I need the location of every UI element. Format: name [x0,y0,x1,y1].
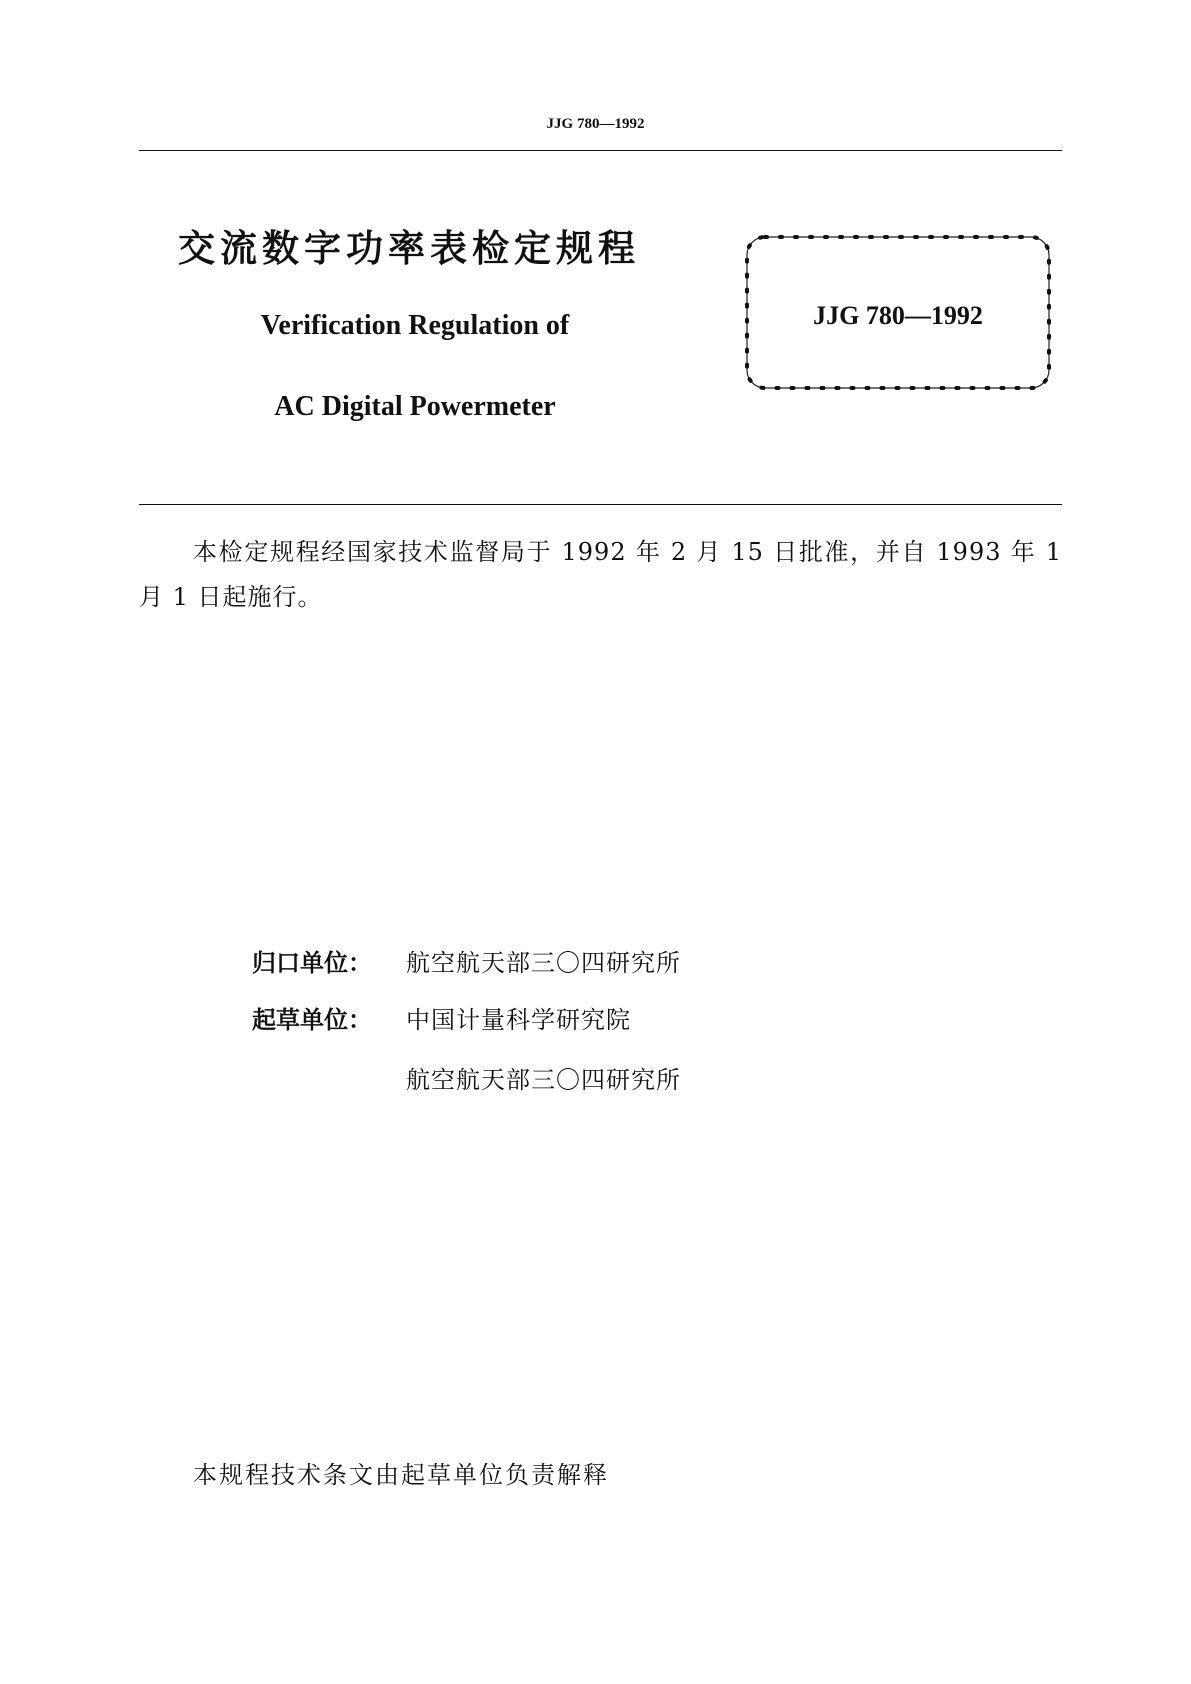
drafting-unit-label: 起草单位： [252,1006,372,1034]
standard-code: JJG 780—1992 [813,301,983,330]
responsible-unit-value: 航空航天部三〇四研究所 [406,949,681,977]
running-head: JJG 780—1992 [546,116,645,132]
approval-paragraph: 本检定规程经国家技术监督局于 1992 年 2 月 15 日批准，并自 1993 年 1 月 1 日起施行。 [139,538,1062,611]
drafting-unit-value-1: 中国计量科学研究院 [406,1006,631,1034]
english-title-line1: Verification Regulation of [260,310,570,341]
interpretation-note: 本规程技术条文由起草单位负责解释 [193,1461,609,1489]
drafting-unit-value-2: 航空航天部三〇四研究所 [406,1066,681,1094]
middle-rule [139,504,1062,505]
english-title-line2: AC Digital Powermeter [274,391,556,422]
code-box [743,233,1053,392]
top-rule [139,150,1062,151]
chinese-title: 交流数字功率表检定规程 [178,227,640,270]
responsible-unit-label: 归口单位： [252,949,372,977]
